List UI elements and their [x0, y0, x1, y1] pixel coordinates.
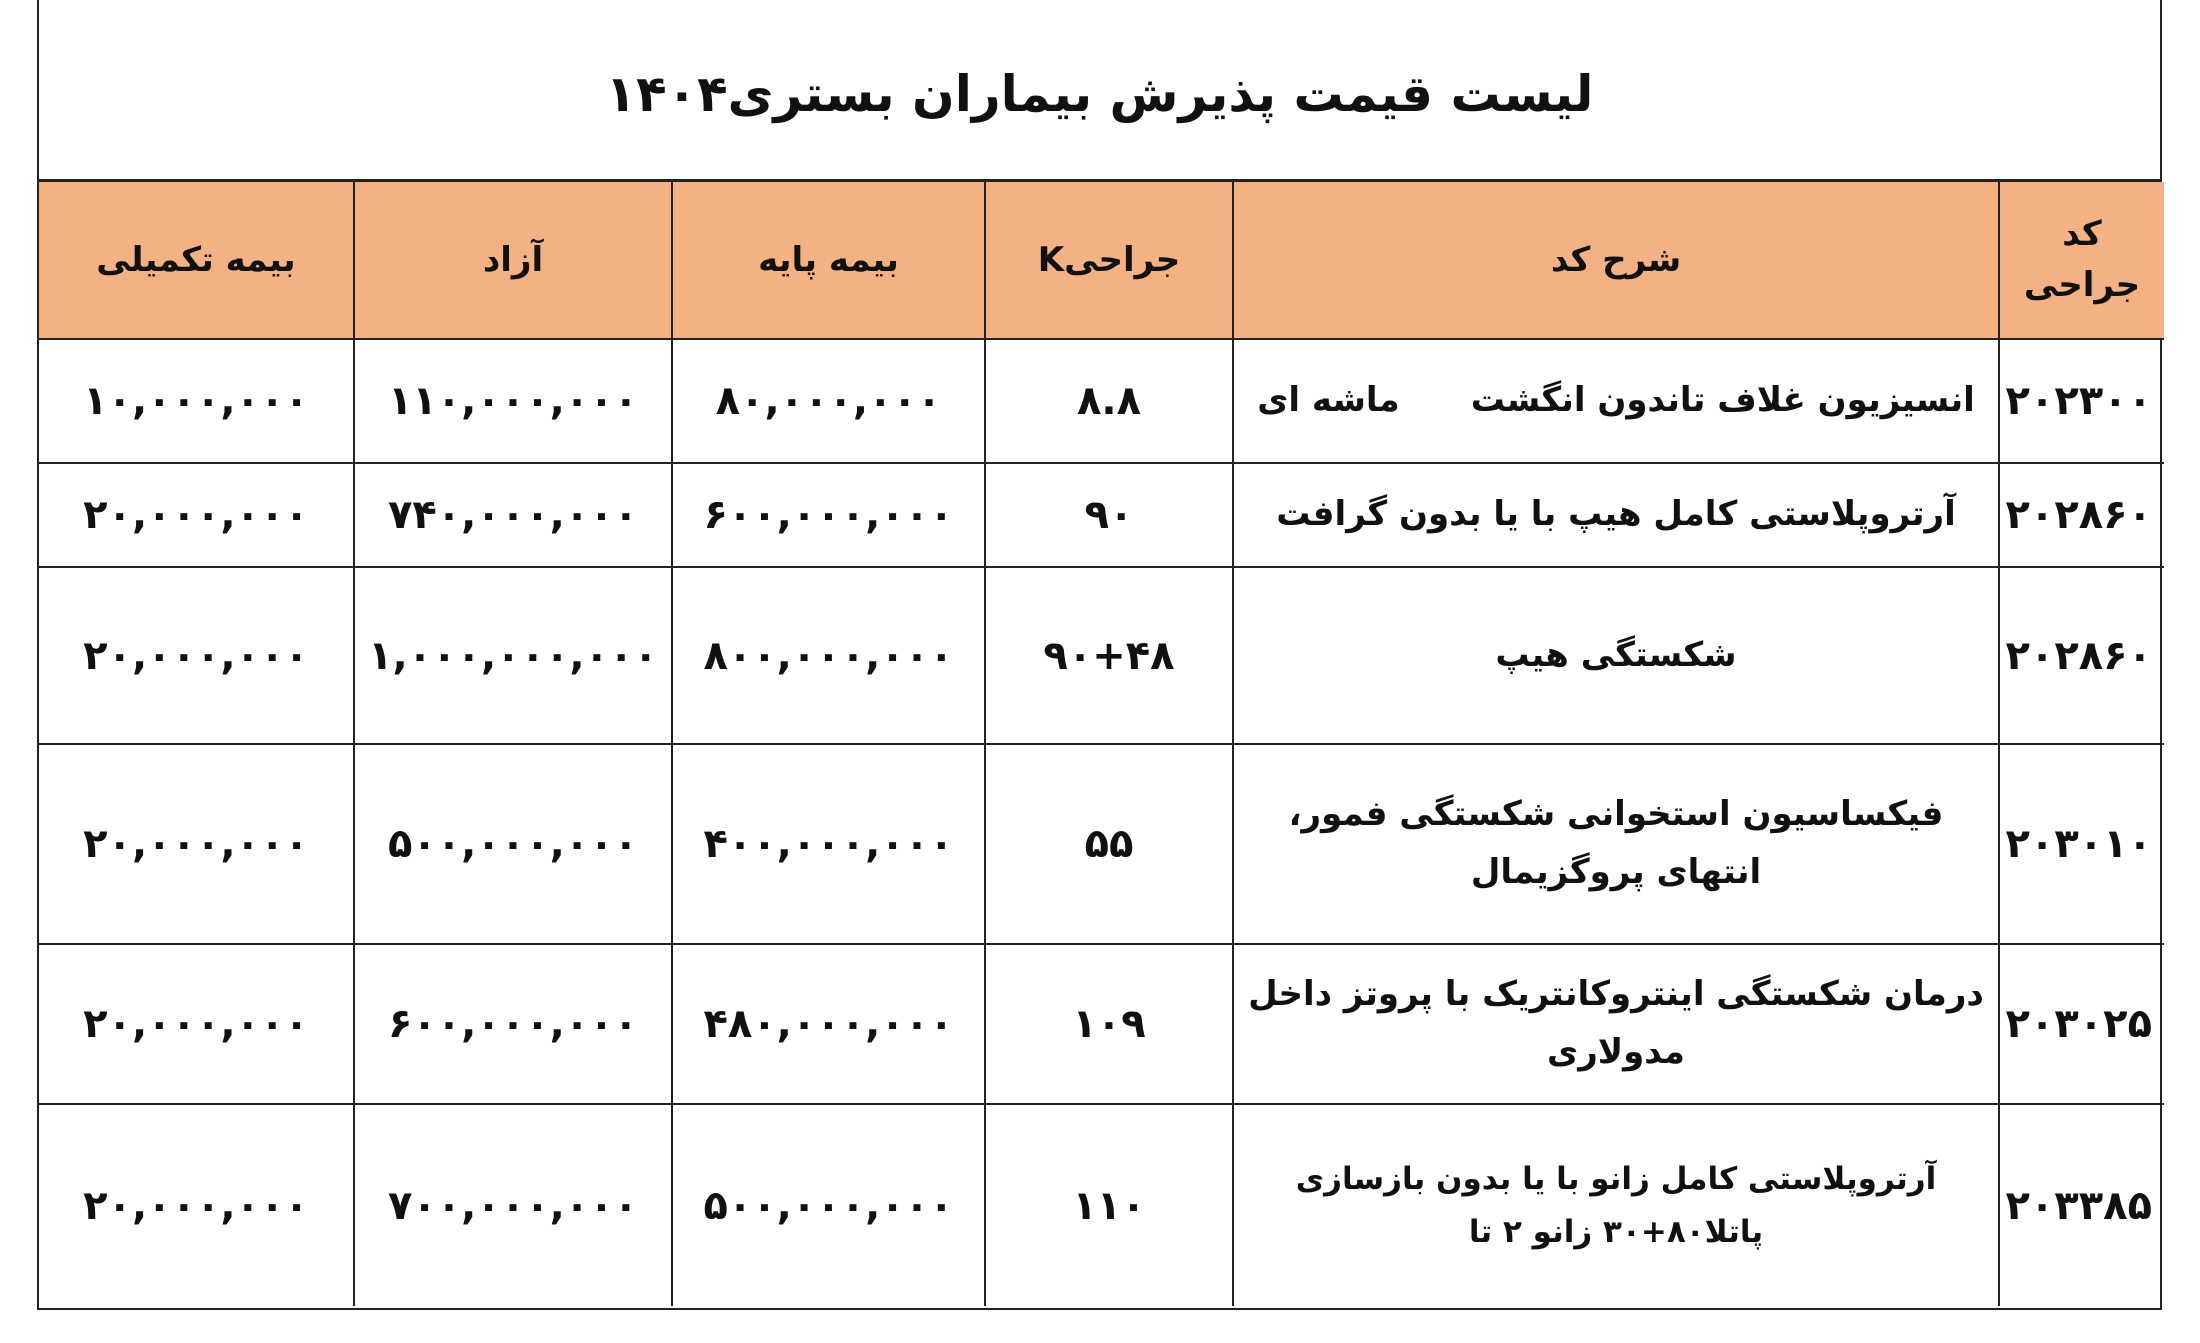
cell-k: ۱۰۹ — [985, 944, 1233, 1104]
table-row — [39, 567, 2164, 744]
cell-basic-insurance: ۴۸۰,۰۰۰,۰۰۰ — [672, 944, 985, 1104]
header-supplementary-insurance: بیمه تکمیلی — [39, 182, 354, 339]
cell-k: ۹۰ — [985, 463, 1233, 567]
cell-description: آرتروپلاستی کامل زانو با یا بدون بازسازی پاتلا۸۰+۳۰ زانو ۲ تا — [1233, 1104, 1999, 1306]
cell-k: ۵۵ — [985, 744, 1233, 944]
cell-supplementary-insurance: ۱۰,۰۰۰,۰۰۰ — [39, 339, 354, 463]
header-basic-insurance: بیمه پایه — [672, 182, 985, 339]
header-description: شرح کد — [1233, 182, 1999, 339]
title-band — [39, 0, 2160, 182]
cell-code: ۲۰۲۸۶۰ — [1999, 567, 2164, 744]
cell-basic-insurance: ۴۰۰,۰۰۰,۰۰۰ — [672, 744, 985, 944]
table-header-row — [39, 182, 2164, 339]
cell-basic-insurance: ۸۰,۰۰۰,۰۰۰ — [672, 339, 985, 463]
cell-basic-insurance: ۵۰۰,۰۰۰,۰۰۰ — [672, 1104, 985, 1306]
cell-description: آرتروپلاستی کامل هیپ با یا بدون گرافت — [1233, 463, 1999, 567]
cell-code: ۲۰۳۰۲۵ — [1999, 944, 2164, 1104]
cell-code: ۲۰۳۳۸۵ — [1999, 1104, 2164, 1306]
cell-basic-insurance: ۸۰۰,۰۰۰,۰۰۰ — [672, 567, 985, 744]
cell-code: ۲۰۳۰۱۰ — [1999, 744, 2164, 944]
table-row — [39, 944, 2164, 1104]
table-row — [39, 744, 2164, 944]
cell-free: ۵۰۰,۰۰۰,۰۰۰ — [354, 744, 672, 944]
cell-supplementary-insurance: ۲۰,۰۰۰,۰۰۰ — [39, 1104, 354, 1306]
cell-description: فیکساسیون استخوانی شکستگی فمور، انتهای پروگزیمال — [1233, 744, 1999, 944]
cell-free: ۱۱۰,۰۰۰,۰۰۰ — [354, 339, 672, 463]
header-k: جراحیK — [985, 182, 1233, 339]
cell-free: ۷۴۰,۰۰۰,۰۰۰ — [354, 463, 672, 567]
cell-k: ۹۰+۴۸ — [985, 567, 1233, 744]
cell-code: ۲۰۲۳۰۰ — [1999, 339, 2164, 463]
price-list-sheet — [37, 0, 2162, 1310]
cell-free: ۷۰۰,۰۰۰,۰۰۰ — [354, 1104, 672, 1306]
cell-description: انسیزیون غلاف تاندون انگشت ماشه ای — [1233, 339, 1999, 463]
table-row — [39, 463, 2164, 567]
cell-k: ۱۱۰ — [985, 1104, 1233, 1306]
header-free: آزاد — [354, 182, 672, 339]
cell-supplementary-insurance: ۲۰,۰۰۰,۰۰۰ — [39, 463, 354, 567]
cell-free: ۱,۰۰۰,۰۰۰,۰۰۰ — [354, 567, 672, 744]
cell-description: شکستگی هیپ — [1233, 567, 1999, 744]
cell-basic-insurance: ۶۰۰,۰۰۰,۰۰۰ — [672, 463, 985, 567]
cell-supplementary-insurance: ۲۰,۰۰۰,۰۰۰ — [39, 744, 354, 944]
cell-supplementary-insurance: ۲۰,۰۰۰,۰۰۰ — [39, 567, 354, 744]
cell-supplementary-insurance: ۲۰,۰۰۰,۰۰۰ — [39, 944, 354, 1104]
header-code: کد جراحی — [1999, 182, 2164, 339]
cell-k: ۸.۸ — [985, 339, 1233, 463]
cell-free: ۶۰۰,۰۰۰,۰۰۰ — [354, 944, 672, 1104]
page-title: لیست قیمت پذیرش بیماران بستری۱۴۰۴ — [605, 64, 1594, 123]
price-table — [39, 182, 2164, 1306]
cell-code: ۲۰۲۸۶۰ — [1999, 463, 2164, 567]
table-row — [39, 339, 2164, 463]
table-row — [39, 1104, 2164, 1306]
cell-description: درمان شکستگی اینتروکانتریک با پروتز داخل مدولاری — [1233, 944, 1999, 1104]
